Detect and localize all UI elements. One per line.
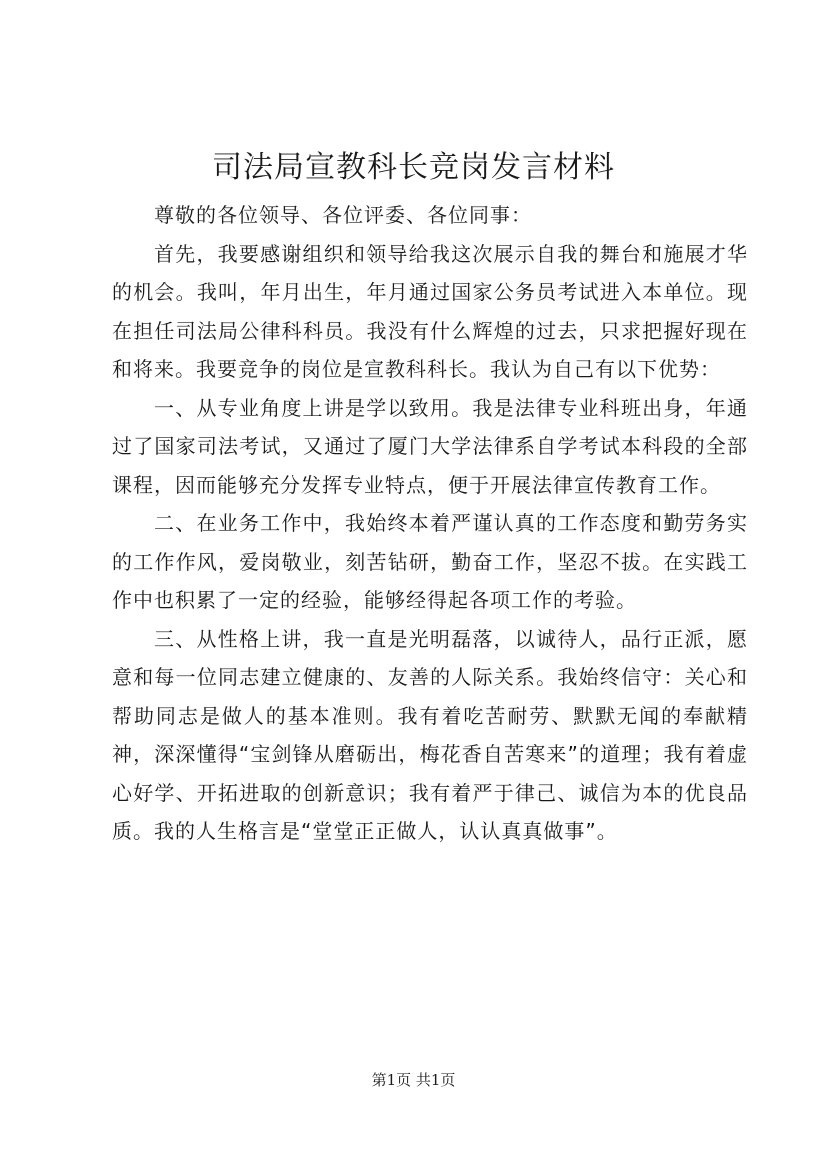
- paragraph-salutation: 尊敬的各位领导、各位评委、各位同事：: [154, 203, 532, 227]
- page-number-footer: 第1页 共1页: [371, 1071, 456, 1089]
- paragraph-advantage-1: 一、从专业角度上讲是学以致用。我是法律专业科班出身，年通过了国家司法考试，又通过了厦门大学法律系自学考试本科段的全部课程，因而能够充分发挥专业特点，便于开展法律宣传教育工作。: [112, 395, 748, 497]
- paragraph-advantage-3: 三、从性格上讲，我一直是光明磊落，以诚待人，品行正派，愿意和每一位同志建立健康的、友善的人际关系。我始终信守：关心和帮助同志是做人的基本准则。我有着吃苦耐劳、默默无闻的奉献精神，深深懂得“宝剑锋从磨砺出，梅花香自苦寒来”的道理；我有着虚心好学、开拓进取的创新意识；我有着严于律己、诚信为本的优良品质。我的人生格言是“堂堂正正做人，认认真真做事”。: [112, 626, 748, 843]
- document-body: [112, 196, 748, 851]
- paragraph-advantage-2: 二、在业务工作中，我始终本着严谨认真的工作态度和勤劳务实的工作作风，爱岗敬业，刻苦钻研，勤奋工作，坚忍不拔。在实践工作中也积累了一定的经验，能够经得起各项工作的考验。: [112, 511, 748, 612]
- document-title: 司法局宣教科长竞岗发言材料: [212, 150, 615, 185]
- paragraph-introduction: 首先，我要感谢组织和领导给我这次展示自我的舞台和施展才华的机会。我叫，年月出生，年月通过国家公务员考试进入本单位。现在担任司法局公律科科员。我没有什么辉煌的过去，只求把握好现在和将来。我要竞争的岗位是宣教科科长。我认为自己有以下优势：: [112, 241, 748, 381]
